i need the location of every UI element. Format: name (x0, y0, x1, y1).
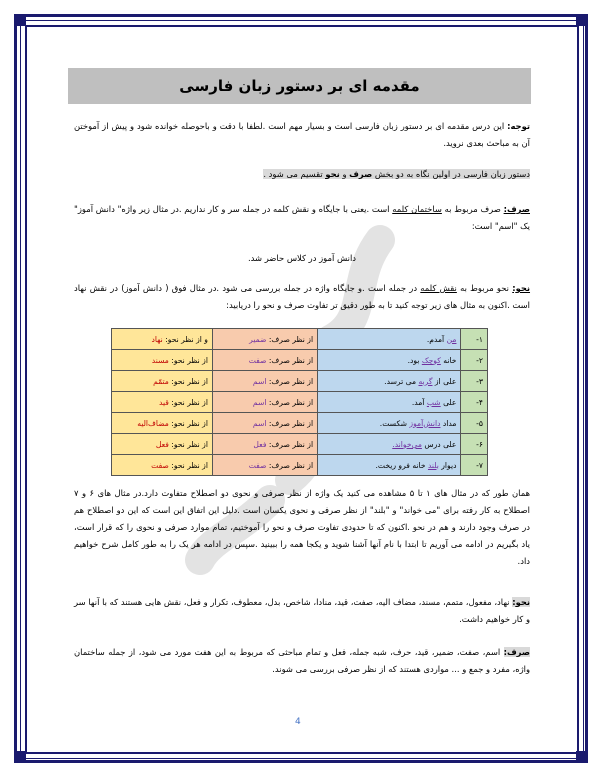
sentence-pre: خانه (440, 355, 457, 365)
sentence-target-word: من (446, 334, 457, 344)
sentence-pre: علی (440, 397, 457, 407)
example-sentence-cell (318, 350, 461, 371)
division-post: تقسیم می شود . (263, 169, 326, 179)
division-highlight (263, 169, 530, 179)
example-sentence-cell (318, 455, 461, 476)
sarf-value: صفت (248, 460, 267, 470)
nahv-prefix: از نظر نحو: (168, 355, 208, 365)
nahv-prefix: از نظر نحو: (168, 439, 208, 449)
page-title: مقدمه ای بر دستور زبان فارسی (179, 77, 420, 95)
sarf-prefix: از نظر صرف: (266, 397, 314, 407)
row-number: ۳- (461, 371, 488, 392)
division-sarf: صرف (349, 169, 373, 179)
nahv-value: نهاد (151, 334, 163, 344)
table-row (112, 392, 488, 413)
sarf-value: اسم (252, 376, 267, 386)
nahv-value: مضاف‌الیه (137, 418, 169, 428)
intro-paragraph (74, 118, 530, 152)
nahv-def-text-2: در جمله است .و جایگاه واژه در جمله بررسی می شود .در مثال فوق ( دانش آموز) در نقش نهاد است .اکنون به مثال های زیر توجه کنید تا به طور دقیق تر تفاوت صرف و نحو را دریابید: (74, 283, 530, 310)
table-row (112, 413, 488, 434)
explanation-paragraph: همان طور که در مثال های ۱ تا ۵ مشاهده می کنید یک واژه از نظر صرفی و نحوی دو اصطلاح متفاوت دارد.در مثال های ۶ و ۷ اصطلاح به کار رفته برای "می خواند" و "بلند" از نظر صرفی و نحوی یکسان است .دلیل این اتفاق این است که این دو اصطلاح هم در صرف وجود دارند و هم در نحو .اکنون که تا حدودی تفاوت صرف و نحو را آموختیم، تمام موارد صرفی و نحوی را که قرار است، یاد بگیریم در ادامه می آوریم تا ابتدا با نام آنها آشنا شوید و یکجا همه را ببینید .سپس در ادامه هر یک را به طور کامل شرح خواهیم داد. (74, 488, 530, 566)
page-number: 4 (295, 717, 301, 727)
example-sentence-cell (318, 329, 461, 350)
nahv-def-underline: نقش کلمه (420, 283, 457, 293)
sarf-cell (212, 350, 317, 371)
row-number: ۵- (461, 413, 488, 434)
sarf-value: اسم (252, 397, 267, 407)
nahv-cell (112, 329, 213, 350)
sentence-pre: علی درس (421, 439, 457, 449)
example-sentence-cell (318, 434, 461, 455)
sarf-nahv-table (111, 328, 488, 476)
row-number: ۴- (461, 392, 488, 413)
nahv-value: قید (158, 397, 169, 407)
sarf-cell (212, 434, 317, 455)
sarf-label: صرف: (503, 204, 530, 214)
sentence-target-word: گربه (418, 376, 433, 386)
nahv-def-text-1: نحو مربوط به (456, 283, 513, 293)
nahv-label: نحو: (512, 283, 531, 293)
sarf-prefix: از نظر صرف: (266, 355, 314, 365)
example-sentence-cell (318, 413, 461, 434)
nahv-cell (112, 413, 213, 434)
sarf-list-label: صرف: (503, 647, 530, 657)
row-number: ۲- (461, 350, 488, 371)
sarf-prefix: از نظر صرف: (266, 418, 314, 428)
nahv-value: مسند (151, 355, 169, 365)
nahv-value: صفت (151, 460, 169, 470)
nahv-prefix: از نظر نحو: (168, 418, 208, 428)
sarf-value: صفت (248, 355, 267, 365)
division-pre: دستور زبان فارسی در اولین نگاه به دو بخش (372, 169, 530, 179)
table-row (112, 350, 488, 371)
nahv-cell (112, 392, 213, 413)
sarf-prefix: از نظر صرف: (266, 334, 314, 344)
nahv-cell (112, 455, 213, 476)
sarf-cell (212, 392, 317, 413)
sentence-target-word: می‌خواند. (392, 439, 422, 449)
sentence-target-word: کوچک (421, 355, 441, 365)
sarf-list-paragraph (74, 644, 530, 678)
example-sentence: دانش آموز در کلاس حاضر شد. (247, 253, 357, 263)
sarf-prefix: از نظر صرف: (266, 376, 314, 386)
nahv-definition (74, 280, 530, 314)
sarf-def-underline: ساختمان کلمه (392, 204, 442, 214)
nahv-cell (112, 350, 213, 371)
sentence-pre: مداد (440, 418, 457, 428)
sentence-target-word: بلند (427, 460, 439, 470)
sarf-value: فعل (253, 439, 267, 449)
sentence-post: شکست. (379, 418, 410, 428)
table-row (112, 455, 488, 476)
sentence-post: می ترسد. (384, 376, 419, 386)
nahv-cell (112, 371, 213, 392)
nahv-list-text: نهاد، مفعول، متمم، مسند، مضاف الیه، صفت، قید، منادا، شاخص، بدل، معطوف، تکرار و فعل، نقش هایی هستند که با آنها سر و کار خواهیم داشت. (74, 597, 530, 624)
nahv-prefix: از نظر نحو: (168, 460, 208, 470)
sarf-cell (212, 329, 317, 350)
sarf-value: اسم (252, 418, 267, 428)
sarf-def-text-1: صرف مربوط به (441, 204, 504, 214)
border-corner (14, 14, 26, 26)
sarf-prefix: از نظر صرف: (266, 439, 314, 449)
border-corner (576, 14, 588, 26)
nahv-list-label: نحو: (512, 597, 530, 607)
example-sentence-cell (318, 371, 461, 392)
sentence-target-word: شب (426, 397, 441, 407)
nahv-cell (112, 434, 213, 455)
sentence-target-word: دانش‌آموز (409, 418, 441, 428)
sarf-cell (212, 371, 317, 392)
sarf-cell (212, 413, 317, 434)
sentence-pre: علی از (432, 376, 457, 386)
row-number: ۶- (461, 434, 488, 455)
sarf-cell (212, 455, 317, 476)
border-corner (14, 751, 26, 763)
nahv-value: متمّم (153, 376, 169, 386)
sentence-post: آمدم. (426, 334, 447, 344)
sentence-post: خانه فرو ریخت. (375, 460, 428, 470)
sentence-pre: دیوار (438, 460, 457, 470)
nahv-value: فعل (155, 439, 169, 449)
border-corner (576, 751, 588, 763)
division-nahv: نحو (325, 169, 340, 179)
sarf-prefix: از نظر صرف: (266, 460, 314, 470)
sarf-value: ضمیر (249, 334, 267, 344)
sarf-definition (74, 201, 530, 235)
nahv-prefix: و از نظر نحو: (162, 334, 208, 344)
table-row (112, 329, 488, 350)
intro-text: این درس مقدمه ای بر دستور زبان فارسی است و بسیار مهم است .لطفا با دقت و باحوصله خوانده شود و پیش از آموختن آن به مباحث بعدی نروید. (74, 121, 530, 148)
nahv-prefix: از نظر نحو: (168, 397, 208, 407)
division-paragraph (250, 166, 530, 183)
sentence-post: آمد. (411, 397, 427, 407)
intro-label: توجه: (507, 121, 530, 131)
sarf-def-text-2: است .یعنی با جایگاه و نقش کلمه در جمله سر و کار نداریم .در مثال زیر واژه" دانش آموز" یک "اسم" است: (74, 204, 530, 231)
row-number: ۱- (461, 329, 488, 350)
nahv-list-paragraph (74, 594, 530, 628)
table-row (112, 434, 488, 455)
row-number: ۷- (461, 455, 488, 476)
sarf-list-text: اسم، صفت، ضمیر، قید، حرف، شبه جمله، فعل و تمام مباحثی که مربوط به این هفت مورد می شود، از جمله ساختمان واژه، مفرد و جمع و ... مواردی هستند که از نظر صرفی بررسی می شوند. (74, 647, 530, 674)
table-row (112, 371, 488, 392)
nahv-prefix: از نظر نحو: (168, 376, 208, 386)
division-and: و (339, 169, 350, 179)
example-sentence-cell (318, 392, 461, 413)
sentence-post: بود. (407, 355, 422, 365)
